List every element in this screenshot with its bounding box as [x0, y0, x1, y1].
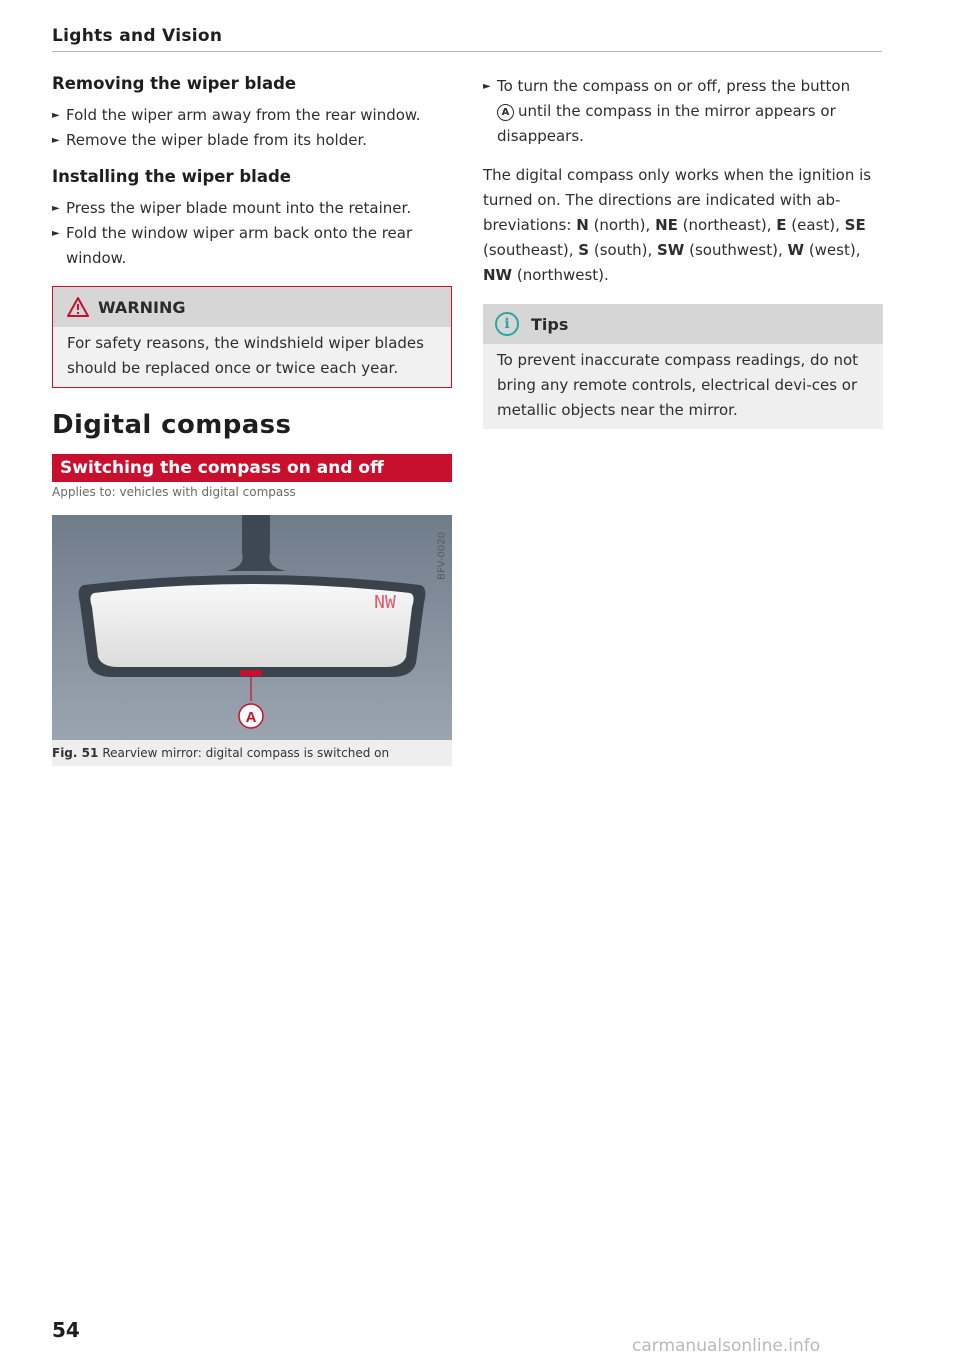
figure-id: BFV-0020 — [436, 532, 448, 580]
warning-box — [52, 286, 452, 388]
step-item: ► To turn the compass on or off, press the button A until the compass in the mirror appears or disappears. — [483, 74, 883, 149]
info-icon: i — [495, 312, 519, 336]
removing-section — [52, 74, 452, 153]
step-item: ► Press the wiper blade mount into the retainer. — [52, 196, 452, 221]
button-a-icon: A — [497, 104, 514, 121]
warning-title: WARNING — [98, 297, 186, 317]
mirror-glass — [90, 584, 413, 667]
watermark: carmanualsonline.info — [632, 1336, 821, 1356]
bullet-arrow-icon: ► — [483, 81, 491, 92]
removing-heading: Removing the wiper blade — [52, 74, 297, 93]
figure-label: Fig. 51 — [52, 746, 99, 760]
tips-header — [483, 304, 883, 344]
bullet-arrow-icon: ► — [52, 110, 60, 121]
bullet-arrow-icon: ► — [52, 203, 60, 214]
figure-caption-text: Rearview mirror: digital compass is switched on — [102, 746, 390, 760]
right-column — [483, 74, 883, 429]
step-item: ► Fold the window wiper arm back onto the rear window. — [52, 221, 452, 271]
figure-caption — [52, 740, 452, 766]
section-title: Digital compass — [52, 410, 292, 440]
tips-box — [483, 304, 883, 429]
warning-header — [53, 287, 451, 327]
page-number: 54 — [52, 1318, 80, 1342]
compass-display-text: NW — [374, 592, 396, 613]
installing-section — [52, 167, 452, 271]
subsection-banner: Switching the compass on and off — [52, 454, 452, 482]
step-item: ► Remove the wiper blade from its holder. — [52, 128, 452, 153]
applies-to-note: Applies to: vehicles with digital compass — [52, 485, 296, 499]
compass-description: The digital compass only works when the ignition is turned on. The directions are indicated with ab-breviations: N (north), NE (northeast), E (east), SE (southeast), S (south), SW (southwest), W (west), NW (northwest). — [483, 166, 872, 284]
header-rule — [52, 51, 882, 52]
warning-triangle-icon — [67, 297, 89, 317]
warning-text: For safety reasons, the windshield wiper blades should be replaced once or twice each year. — [67, 334, 424, 377]
figure-51 — [52, 515, 452, 766]
figure-canvas — [52, 515, 452, 740]
bullet-arrow-icon: ► — [52, 135, 60, 146]
callout-label: A — [245, 709, 257, 726]
compass-button — [240, 670, 262, 676]
running-title: Lights and Vision — [52, 26, 223, 46]
tips-text: To prevent inaccurate compass readings, do not bring any remote controls, electrical devi-ces or metallic objects near the mirror. — [497, 351, 859, 419]
left-column — [52, 74, 452, 766]
warning-body — [53, 327, 451, 387]
rearview-mirror-illustration — [52, 515, 452, 740]
tips-body — [483, 344, 883, 429]
bullet-arrow-icon: ► — [52, 228, 60, 239]
installing-heading: Installing the wiper blade — [52, 167, 291, 186]
tips-title: Tips — [531, 314, 569, 334]
step-item: ► Fold the wiper arm away from the rear window. — [52, 103, 452, 128]
